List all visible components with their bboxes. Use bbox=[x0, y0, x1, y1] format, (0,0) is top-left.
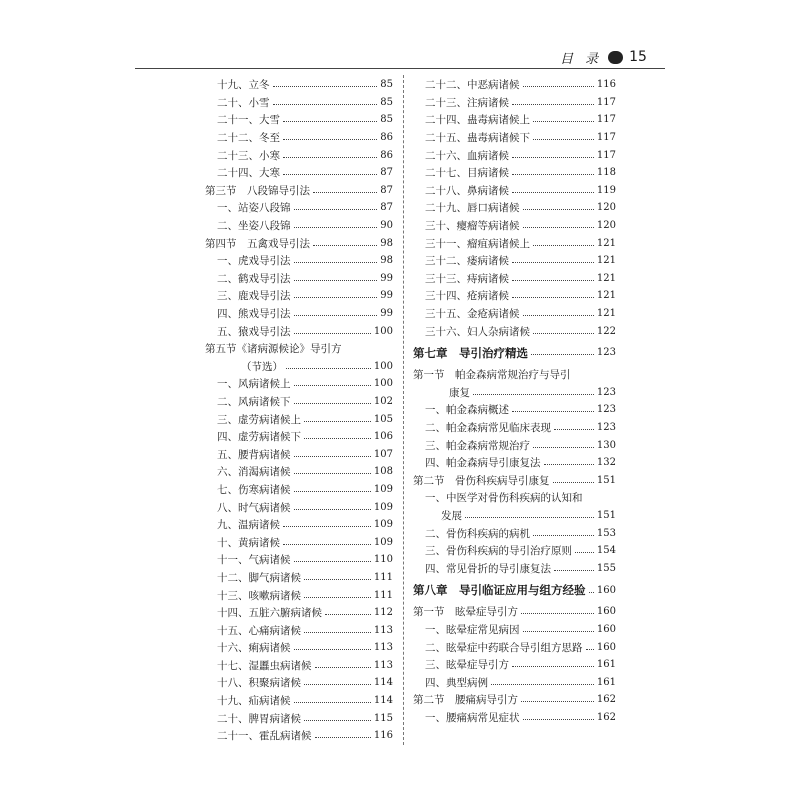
toc-entry-page: 116 bbox=[596, 79, 616, 91]
toc-entry-page: 111 bbox=[373, 589, 393, 601]
toc-entry-page: 109 bbox=[373, 536, 393, 548]
toc-leader-dots bbox=[512, 297, 594, 298]
toc-entry-page: 123 bbox=[596, 421, 616, 433]
toc-entry bbox=[413, 111, 616, 129]
toc-entry-title: 二十九、唇口病诸候 bbox=[425, 202, 520, 215]
toc-leader-dots bbox=[544, 464, 594, 465]
toc-entry-page: 85 bbox=[380, 114, 393, 126]
toc-entry-page: 161 bbox=[596, 659, 616, 671]
toc-entry-title: 第一节 帕金森病常规治疗与导引 bbox=[413, 369, 571, 382]
toc-entry-title: 二十二、中恶病诸候 bbox=[425, 79, 520, 92]
toc-entry bbox=[205, 498, 393, 516]
toc-leader-dots bbox=[512, 411, 594, 412]
toc-entry-page: 113 bbox=[373, 624, 393, 636]
toc-leader-dots bbox=[533, 121, 594, 122]
toc-entry bbox=[205, 305, 393, 323]
toc-entry-title: 二、帕金森病常见临床表现 bbox=[425, 421, 551, 434]
toc-entry bbox=[205, 533, 393, 551]
toc-entry bbox=[205, 674, 393, 692]
toc-leader-dots bbox=[283, 174, 377, 175]
toc-entry bbox=[205, 569, 393, 587]
toc-leader-dots bbox=[523, 631, 594, 632]
toc-leader-dots bbox=[294, 262, 378, 263]
toc-leader-dots bbox=[294, 649, 371, 650]
toc-entry bbox=[205, 639, 393, 657]
toc-leader-dots bbox=[315, 667, 371, 668]
toc-leader-dots bbox=[313, 245, 377, 246]
toc-entry bbox=[205, 287, 393, 305]
toc-entry-page: 109 bbox=[373, 501, 393, 513]
toc-leader-dots bbox=[589, 592, 594, 593]
toc-leader-dots bbox=[304, 684, 371, 685]
toc-leader-dots bbox=[512, 157, 594, 158]
toc-entry-title: 第三节 八段锦导引法 bbox=[205, 184, 310, 197]
toc-entry-title: 二十六、血病诸候 bbox=[425, 149, 509, 162]
toc-entry-page: 121 bbox=[596, 255, 616, 267]
toc-section-entry bbox=[413, 366, 616, 384]
toc-entry bbox=[413, 287, 616, 305]
toc-entry-page: 123 bbox=[596, 386, 616, 398]
toc-leader-dots bbox=[283, 121, 377, 122]
toc-leader-dots bbox=[512, 666, 594, 667]
toc-entry-page: 109 bbox=[373, 483, 393, 495]
toc-entry bbox=[205, 621, 393, 639]
toc-entry bbox=[205, 146, 393, 164]
toc-entry-page: 98 bbox=[380, 255, 393, 267]
page-header bbox=[560, 46, 660, 68]
toc-entry bbox=[413, 419, 616, 437]
toc-entry-title: 七、伤寒病诸候 bbox=[217, 483, 291, 496]
toc-entry-page: 107 bbox=[373, 448, 393, 460]
toc-entry-page: 117 bbox=[596, 96, 616, 108]
toc-section-entry bbox=[413, 603, 616, 621]
toc-section-entry bbox=[413, 691, 616, 709]
toc-entry bbox=[413, 489, 616, 507]
toc-entry bbox=[205, 129, 393, 147]
toc-leader-dots bbox=[273, 104, 378, 105]
toc-entry-title: 一、站姿八段锦 bbox=[217, 202, 291, 215]
toc-section-entry bbox=[205, 182, 393, 200]
toc-entry bbox=[413, 129, 616, 147]
toc-entry-page: 121 bbox=[596, 308, 616, 320]
toc-entry-title: 四、常见骨折的导引康复法 bbox=[425, 562, 551, 575]
toc-entry bbox=[413, 270, 616, 288]
toc-entry-title: 三十三、痔病诸候 bbox=[425, 272, 509, 285]
toc-entry bbox=[205, 375, 393, 393]
toc-entry bbox=[413, 638, 616, 656]
toc-entry-title: 三十二、瘘病诸候 bbox=[425, 255, 509, 268]
toc-entry bbox=[413, 252, 616, 270]
toc-entry-title: 三、帕金森病常规治疗 bbox=[425, 439, 530, 452]
toc-leader-dots bbox=[512, 174, 594, 175]
toc-entry-page: 100 bbox=[373, 325, 393, 337]
toc-leader-dots bbox=[531, 354, 594, 355]
toc-entry-page: 160 bbox=[596, 584, 616, 596]
toc-entry-title: 四、熊戏导引法 bbox=[217, 308, 291, 321]
toc-leader-dots bbox=[575, 552, 594, 553]
toc-entry-title: 九、温病诸候 bbox=[217, 519, 280, 532]
toc-leader-dots bbox=[533, 535, 594, 536]
toc-entry bbox=[205, 270, 393, 288]
toc-entry bbox=[205, 657, 393, 675]
toc-entry-title: 三、骨伤科疾病的导引治疗原则 bbox=[425, 545, 572, 558]
toc-entry-title: 二十一、大雪 bbox=[217, 114, 280, 127]
toc-entry-title: 三十一、瘤疽病诸候上 bbox=[425, 237, 530, 250]
toc-entry-page: 87 bbox=[380, 184, 393, 196]
toc-section-entry bbox=[205, 234, 393, 252]
toc-entry bbox=[205, 322, 393, 340]
toc-entry-title: 二十四、大寒 bbox=[217, 167, 280, 180]
toc-leader-dots bbox=[304, 438, 371, 439]
toc-entry-title: 十六、痢病诸候 bbox=[217, 642, 291, 655]
toc-entry-title: 二十五、蛊毒病诸候下 bbox=[425, 132, 530, 145]
toc-leader-dots bbox=[294, 297, 378, 298]
toc-leader-dots bbox=[554, 570, 594, 571]
toc-entry-page: 162 bbox=[596, 711, 616, 723]
toc-entry-page: 85 bbox=[380, 79, 393, 91]
toc-entry bbox=[413, 94, 616, 112]
toc-entry bbox=[413, 199, 616, 217]
toc-leader-dots bbox=[294, 561, 371, 562]
toc-leader-dots bbox=[512, 104, 594, 105]
toc-leader-dots bbox=[294, 209, 378, 210]
toc-entry bbox=[205, 164, 393, 182]
toc-leader-dots bbox=[294, 280, 378, 281]
toc-entry-title: 十七、湿䘌虫病诸候 bbox=[217, 659, 312, 672]
toc-entry bbox=[413, 454, 616, 472]
toc-entry bbox=[413, 146, 616, 164]
toc-entry-title: 十四、五脏六腑病诸候 bbox=[217, 607, 322, 620]
toc-entry-title: 三、眩晕症导引方 bbox=[425, 659, 509, 672]
toc-entry-page: 87 bbox=[380, 167, 393, 179]
toc-leader-dots bbox=[294, 509, 371, 510]
toc-entry-title: 五、腰背病诸候 bbox=[217, 448, 291, 461]
toc-leader-dots bbox=[294, 227, 378, 228]
toc-entry-page: 110 bbox=[373, 554, 393, 566]
toc-leader-dots bbox=[304, 579, 371, 580]
toc-leader-dots bbox=[315, 737, 371, 738]
toc-entry-title: 二、骨伤科疾病的病机 bbox=[425, 527, 530, 540]
toc-leader-dots bbox=[586, 649, 594, 650]
toc-entry bbox=[205, 393, 393, 411]
toc-entry-title: 第七章 导引治疗精选 bbox=[413, 345, 528, 360]
toc-entry-page: 118 bbox=[596, 167, 616, 179]
toc-entry bbox=[205, 76, 393, 94]
toc-entry bbox=[413, 182, 616, 200]
toc-entry-title: （节选） bbox=[241, 360, 283, 373]
toc-entry bbox=[205, 481, 393, 499]
toc-entry-title: 五、猿戏导引法 bbox=[217, 325, 291, 338]
toc-entry-title: 二十三、注病诸候 bbox=[425, 96, 509, 109]
toc-entry bbox=[205, 358, 393, 376]
toc-entry-page: 99 bbox=[380, 272, 393, 284]
toc-entry-page: 85 bbox=[380, 96, 393, 108]
toc-entry-title: 二十四、蛊毒病诸候上 bbox=[425, 114, 530, 127]
toc-entry-title: 二、眩晕症中药联合导引组方思路 bbox=[425, 641, 583, 654]
toc-entry-title: 发展 bbox=[441, 509, 462, 522]
toc-entry bbox=[413, 305, 616, 323]
header-rule bbox=[135, 68, 665, 69]
toc-entry-page: 123 bbox=[596, 347, 616, 359]
toc-entry-title: 二十八、鼻病诸候 bbox=[425, 184, 509, 197]
toc-entry bbox=[205, 516, 393, 534]
toc-entry-title: 四、帕金森病导引康复法 bbox=[425, 457, 541, 470]
toc-entry bbox=[413, 542, 616, 560]
toc-entry bbox=[205, 586, 393, 604]
toc-leader-dots bbox=[521, 613, 594, 614]
toc-entry-title: 第一节 眩晕症导引方 bbox=[413, 606, 518, 619]
toc-entry-page: 153 bbox=[596, 527, 616, 539]
toc-entry-title: 第八章 导引临证应用与组方经验 bbox=[413, 583, 586, 598]
toc-entry bbox=[413, 401, 616, 419]
toc-leader-dots bbox=[294, 403, 371, 404]
toc-entry-title: 一、风病诸候上 bbox=[217, 378, 291, 391]
toc-entry-title: 十八、积聚病诸候 bbox=[217, 677, 301, 690]
toc-entry-page: 123 bbox=[596, 404, 616, 416]
toc-entry-page: 117 bbox=[596, 114, 616, 126]
header-title: 目 录 bbox=[560, 51, 603, 67]
toc-entry-title: 三十、瘿瘤等病诸候 bbox=[425, 220, 520, 233]
toc-entry bbox=[413, 621, 616, 639]
toc-entry-page: 105 bbox=[373, 413, 393, 425]
toc-leader-dots bbox=[294, 315, 378, 316]
toc-entry-page: 155 bbox=[596, 562, 616, 574]
toc-entry-title: 二十一、霍乱病诸候 bbox=[217, 730, 312, 743]
toc-entry-title: 第二节 骨伤科疾病导引康复 bbox=[413, 474, 550, 487]
toc-entry-page: 99 bbox=[380, 308, 393, 320]
toc-entry-page: 106 bbox=[373, 431, 393, 443]
toc-entry-title: 八、时气病诸候 bbox=[217, 501, 291, 514]
toc-entry-page: 117 bbox=[596, 132, 616, 144]
toc-entry-page: 132 bbox=[596, 457, 616, 469]
toc-entry-page: 120 bbox=[596, 202, 616, 214]
toc-entry bbox=[205, 199, 393, 217]
toc-leader-dots bbox=[491, 684, 594, 685]
toc-leader-dots bbox=[294, 702, 371, 703]
toc-entry-title: 康复 bbox=[449, 386, 470, 399]
toc-entry-page: 108 bbox=[373, 466, 393, 478]
toc-entry-page: 162 bbox=[596, 694, 616, 706]
toc-leader-dots bbox=[283, 544, 371, 545]
toc-leader-dots bbox=[465, 517, 594, 518]
toc-entry-page: 151 bbox=[596, 509, 616, 521]
toc-entry bbox=[413, 234, 616, 252]
toc-entry bbox=[205, 551, 393, 569]
toc-entry-title: 十九、立冬 bbox=[217, 79, 270, 92]
toc-leader-dots bbox=[273, 86, 378, 87]
toc-entry bbox=[413, 656, 616, 674]
toc-right-column bbox=[413, 76, 616, 726]
toc-leader-dots bbox=[523, 227, 594, 228]
toc-entry-title: 二、坐姿八段锦 bbox=[217, 220, 291, 233]
toc-leader-dots bbox=[523, 315, 594, 316]
toc-left-column bbox=[205, 76, 393, 745]
toc-leader-dots bbox=[512, 192, 594, 193]
toc-entry-title: 一、中医学对骨伤科疾病的认知和 bbox=[425, 492, 583, 505]
toc-entry-title: 二十、小雪 bbox=[217, 96, 270, 109]
toc-entry-title: 二十二、冬至 bbox=[217, 132, 280, 145]
toc-entry-page: 113 bbox=[373, 659, 393, 671]
toc-entry-page: 98 bbox=[380, 237, 393, 249]
toc-leader-dots bbox=[313, 192, 377, 193]
toc-leader-dots bbox=[523, 209, 594, 210]
toc-entry-title: 十三、咳嗽病诸候 bbox=[217, 589, 301, 602]
toc-entry bbox=[413, 673, 616, 691]
toc-entry-page: 121 bbox=[596, 290, 616, 302]
column-divider bbox=[403, 75, 405, 745]
toc-entry-page: 160 bbox=[596, 606, 616, 618]
toc-entry bbox=[413, 384, 616, 402]
toc-entry-title: 第五节《诸病源候论》导引方 bbox=[205, 343, 342, 356]
toc-entry bbox=[205, 217, 393, 235]
toc-entry-title: 一、眩晕症常见病因 bbox=[425, 623, 520, 636]
toc-entry bbox=[205, 445, 393, 463]
toc-entry-title: 第二节 腰痛病导引方 bbox=[413, 694, 518, 707]
toc-entry bbox=[413, 524, 616, 542]
toc-entry-page: 100 bbox=[373, 378, 393, 390]
toc-entry-page: 113 bbox=[373, 642, 393, 654]
toc-entry bbox=[205, 94, 393, 112]
header-ornament-icon bbox=[608, 51, 623, 64]
toc-entry bbox=[413, 559, 616, 577]
toc-leader-dots bbox=[553, 482, 594, 483]
toc-entry bbox=[205, 604, 393, 622]
toc-entry-title: 十五、心痛病诸候 bbox=[217, 624, 301, 637]
toc-entry bbox=[413, 164, 616, 182]
toc-entry-page: 122 bbox=[596, 325, 616, 337]
toc-leader-dots bbox=[523, 719, 594, 720]
toc-entry-title: 一、虎戏导引法 bbox=[217, 255, 291, 268]
toc-entry-page: 160 bbox=[596, 623, 616, 635]
toc-leader-dots bbox=[294, 456, 371, 457]
toc-entry bbox=[205, 463, 393, 481]
toc-leader-dots bbox=[304, 597, 371, 598]
toc-entry-title: 四、虚劳病诸候下 bbox=[217, 431, 301, 444]
toc-leader-dots bbox=[294, 491, 371, 492]
toc-entry-title: 一、帕金森病概述 bbox=[425, 404, 509, 417]
toc-entry-title: 三十五、金疮病诸候 bbox=[425, 308, 520, 321]
toc-entry bbox=[205, 252, 393, 270]
toc-leader-dots bbox=[304, 632, 371, 633]
toc-leader-dots bbox=[533, 139, 594, 140]
toc-section-entry bbox=[205, 340, 393, 358]
toc-entry bbox=[205, 692, 393, 710]
toc-leader-dots bbox=[523, 86, 594, 87]
toc-entry-page: 119 bbox=[596, 184, 616, 196]
toc-entry-page: 102 bbox=[373, 395, 393, 407]
toc-leader-dots bbox=[533, 333, 594, 334]
toc-entry-page: 87 bbox=[380, 202, 393, 214]
toc-section-entry bbox=[413, 471, 616, 489]
toc-entry-page: 114 bbox=[373, 695, 393, 707]
toc-entry-title: 三十四、疮病诸候 bbox=[425, 290, 509, 303]
toc-entry-page: 86 bbox=[380, 149, 393, 161]
page-number: 15 bbox=[629, 49, 647, 65]
toc-leader-dots bbox=[294, 473, 371, 474]
toc-entry-title: 三、鹿戏导引法 bbox=[217, 290, 291, 303]
toc-entry-page: 111 bbox=[373, 571, 393, 583]
toc-leader-dots bbox=[533, 245, 594, 246]
toc-entry-page: 115 bbox=[373, 712, 393, 724]
toc-entry-title: 二十三、小寒 bbox=[217, 149, 280, 162]
toc-leader-dots bbox=[473, 394, 594, 395]
toc-entry-page: 99 bbox=[380, 290, 393, 302]
toc-leader-dots bbox=[533, 447, 594, 448]
toc-entry-title: 十一、气病诸候 bbox=[217, 554, 291, 567]
toc-entry-title: 二十、脾胃病诸候 bbox=[217, 712, 301, 725]
toc-entry-title: 六、消渴病诸候 bbox=[217, 466, 291, 479]
toc-entry bbox=[413, 322, 616, 340]
toc-leader-dots bbox=[283, 157, 377, 158]
toc-entry-title: 二十七、目病诸候 bbox=[425, 167, 509, 180]
toc-entry-page: 114 bbox=[373, 677, 393, 689]
toc-leader-dots bbox=[294, 385, 371, 386]
toc-leader-dots bbox=[304, 421, 371, 422]
toc-entry-page: 86 bbox=[380, 132, 393, 144]
toc-entry-title: 一、腰痛病常见症状 bbox=[425, 711, 520, 724]
toc-chapter-entry bbox=[413, 340, 616, 366]
toc-leader-dots bbox=[325, 614, 371, 615]
toc-entry-page: 100 bbox=[373, 360, 393, 372]
toc-leader-dots bbox=[283, 139, 377, 140]
toc-entry-title: 十二、脚气病诸候 bbox=[217, 571, 301, 584]
toc-leader-dots bbox=[512, 262, 594, 263]
toc-leader-dots bbox=[294, 333, 371, 334]
toc-entry bbox=[205, 428, 393, 446]
toc-entry-page: 154 bbox=[596, 545, 616, 557]
toc-entry-page: 121 bbox=[596, 237, 616, 249]
toc-entry-page: 161 bbox=[596, 676, 616, 688]
toc-leader-dots bbox=[304, 720, 371, 721]
toc-entry-page: 112 bbox=[373, 607, 393, 619]
toc-entry bbox=[413, 709, 616, 727]
toc-entry bbox=[413, 217, 616, 235]
toc-chapter-entry bbox=[413, 577, 616, 603]
toc-entry-title: 三十六、妇人杂病诸候 bbox=[425, 325, 530, 338]
toc-entry-title: 十、黄病诸候 bbox=[217, 536, 280, 549]
toc-leader-dots bbox=[521, 701, 594, 702]
toc-entry-page: 116 bbox=[373, 730, 393, 742]
toc-entry-page: 160 bbox=[596, 641, 616, 653]
toc-entry bbox=[413, 76, 616, 94]
toc-leader-dots bbox=[283, 526, 371, 527]
toc-entry-title: 第四节 五禽戏导引法 bbox=[205, 237, 310, 250]
toc-entry-title: 三、虚劳病诸候上 bbox=[217, 413, 301, 426]
toc-entry-page: 120 bbox=[596, 220, 616, 232]
toc-entry-title: 二、鹤戏导引法 bbox=[217, 272, 291, 285]
toc-entry bbox=[205, 727, 393, 745]
toc-entry bbox=[413, 436, 616, 454]
toc-entry-title: 十九、疝病诸候 bbox=[217, 695, 291, 708]
toc-entry-title: 二、风病诸候下 bbox=[217, 395, 291, 408]
toc-leader-dots bbox=[512, 280, 594, 281]
toc-entry-page: 121 bbox=[596, 272, 616, 284]
toc-entry-page: 117 bbox=[596, 149, 616, 161]
toc-entry bbox=[205, 709, 393, 727]
toc-entry bbox=[205, 410, 393, 428]
toc-leader-dots bbox=[286, 368, 371, 369]
toc-entry bbox=[205, 111, 393, 129]
toc-leader-dots bbox=[554, 429, 594, 430]
toc-entry-page: 151 bbox=[596, 474, 616, 486]
toc-entry-page: 130 bbox=[596, 439, 616, 451]
toc-entry-title: 四、典型病例 bbox=[425, 676, 488, 689]
toc-entry-page: 109 bbox=[373, 519, 393, 531]
toc-entry-page: 90 bbox=[380, 220, 393, 232]
toc-entry bbox=[413, 507, 616, 525]
